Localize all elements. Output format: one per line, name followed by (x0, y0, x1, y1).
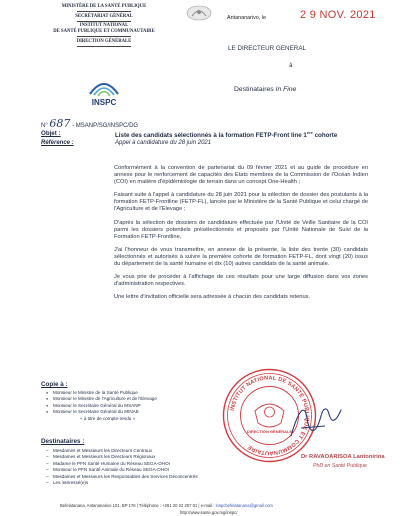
institute-name-line1: INSTITUT NATIONAL (79, 23, 129, 28)
list-item: ● Monsieur le Ministre de l'Agriculture et de l'Elevage (46, 396, 157, 402)
ref-suffix: - MSANP/SG/INSPC/DG (72, 123, 139, 129)
destinataires-heading: Destinataires : (41, 438, 85, 445)
body-paragraph: J'ai l'honneur de vous transmettre, en annexe de la présente, la liste des trente (30) candidats sélectionnés et autorisés à suivre la première cohorte de formation FETP-FL, dont vingt (20) issus du département de la santé humaine et dix (10) autres candidats de la santé animale. (114, 246, 368, 268)
divider (77, 36, 131, 37)
secretariat-name: SECRÉTARIAT GÉNÉRAL (75, 13, 133, 19)
list-item: ● Monsieur le Secrétaire Général du MINAE (46, 409, 157, 415)
footer-address (60, 503, 273, 508)
list-item: – Monsieur le PFN Santé Animale du Réseau SEGA-OHOI (46, 467, 198, 473)
footer-email-link[interactable]: inspcbefelatanana@gmail.com (215, 503, 273, 508)
divider (77, 11, 131, 12)
footer-site-link[interactable]: http://www.sante.gov.mg/inspc/ (180, 510, 238, 515)
reference-number (41, 117, 138, 130)
list-item: ● Monsieur le Secrétaire Général du MSANP (46, 403, 157, 409)
objet-label: Objet : (41, 130, 61, 137)
letter-body (114, 165, 368, 307)
list-item: – Mesdames et Messieurs les Directeurs Régionaux (46, 454, 198, 460)
list-item: – Mesdames et Messieurs les Directeurs Centraux (46, 448, 198, 454)
copies-list (46, 390, 157, 422)
signer-name: Dr RAVAOARISOA Lantonirina (301, 454, 385, 460)
objet-end: cohorte (312, 132, 338, 140)
to-word: à (289, 62, 293, 69)
logo-text: INSPC (91, 98, 117, 107)
divider (77, 46, 131, 47)
direction-name: DIRECTION GÉNÉRALE (76, 38, 132, 44)
recipients-line (234, 86, 296, 93)
reference-text: Appel à candidature du 28 juin 2021 (115, 140, 212, 146)
list-item: – Mesdames et Messieurs les Responsables des Services Déconcentrés (46, 474, 198, 480)
ref-prefix: N° (41, 123, 48, 129)
recipients-suffix: In Fine (275, 86, 297, 93)
body-paragraph: Je vous prie de procéder à l'affichage de ces résultats pour une large diffusion dans vos zones d'administration respectives. (114, 274, 368, 288)
copies-heading: Copie à : (41, 381, 68, 388)
ministry-name: MINISTÈRE DE LA SANTÉ PUBLIQUE (61, 4, 147, 9)
handwritten-signature (285, 398, 345, 448)
list-item: ● Monsieur le Ministre de la Santé Publique (46, 390, 157, 396)
signer-title: PhD en Santé Publique (313, 463, 367, 469)
institute-name-line2: DE SANTÉ PUBLIQUE ET COMMUNAUTAIRE (53, 29, 155, 34)
sender-title: LE DIRECTEUR GENERAL (228, 45, 307, 52)
ref-handwritten-number: 687 (49, 117, 71, 130)
body-paragraph: Conformément à la convention de partenariat du 09 février 2021 et au guide de procédure en annexe pour le renforcement de capacités des Etats membres de la Commission de l'Océan Indien (COI) en matière d'épidémiologie de terrain dans un concept One-Health ; (114, 165, 368, 186)
list-item: – Les intéressé(e)s (46, 480, 198, 486)
stamp-center-text: DIRECTION GÉNÉRALE (246, 429, 293, 434)
destinataires-list (46, 448, 198, 486)
stamp-ring-text: INSTITUT NATIONAL DE SANTÉ PUBLIQUE ET COMMUNAUTAIRE (229, 375, 310, 456)
objet-sup: ère (306, 130, 313, 135)
reference-label: Référence : (41, 140, 74, 146)
objet-main: Liste des candidats sélectionnés à la formation FETP-Front line 1 (115, 132, 307, 140)
letterhead-block (40, 4, 168, 48)
body-paragraph: D'après la sélection de dossiers de candidature effectuée par l'Unité de Veille Sanitaire de la COI parmi les dossiers potentiels présélectionnés et proposés par l'Unité Nationale de Suivi de la Formation FETP-Frontline, (114, 219, 368, 240)
place-label: Antananarivo, le (227, 15, 266, 21)
body-paragraph: Faisant suite à l'appel à candidature du 28 juin 2021 pour la sélection de dossier des postulants à la formation FETP-Frontline (FETP-FL), lancée par le Ministère de la Santé Publique et celui chargé de l'Agriculture et de l'Elevage ; (114, 192, 368, 213)
list-item: – Madame le PFN Santé Humaine du Réseau SEGA-OHOI (46, 461, 198, 467)
objet-text (115, 130, 337, 139)
body-paragraph: Une lettre d'invitation officielle sera adressée à chacun des candidats retenus. (114, 294, 311, 301)
recipients-label: Destinataires (234, 86, 274, 93)
footer-address-text: Befelatanana, Antananarivo 101, BP 176 | Téléphone : +261 20 22 257 01 | e-mail : (60, 503, 215, 508)
divider (77, 21, 131, 22)
date-stamp: 2 9 NOV. 2021 (300, 9, 376, 21)
inspc-logo (84, 76, 124, 110)
copies-note: « à titre de compte-rendu » (80, 415, 136, 421)
national-emblem-icon (184, 4, 214, 22)
